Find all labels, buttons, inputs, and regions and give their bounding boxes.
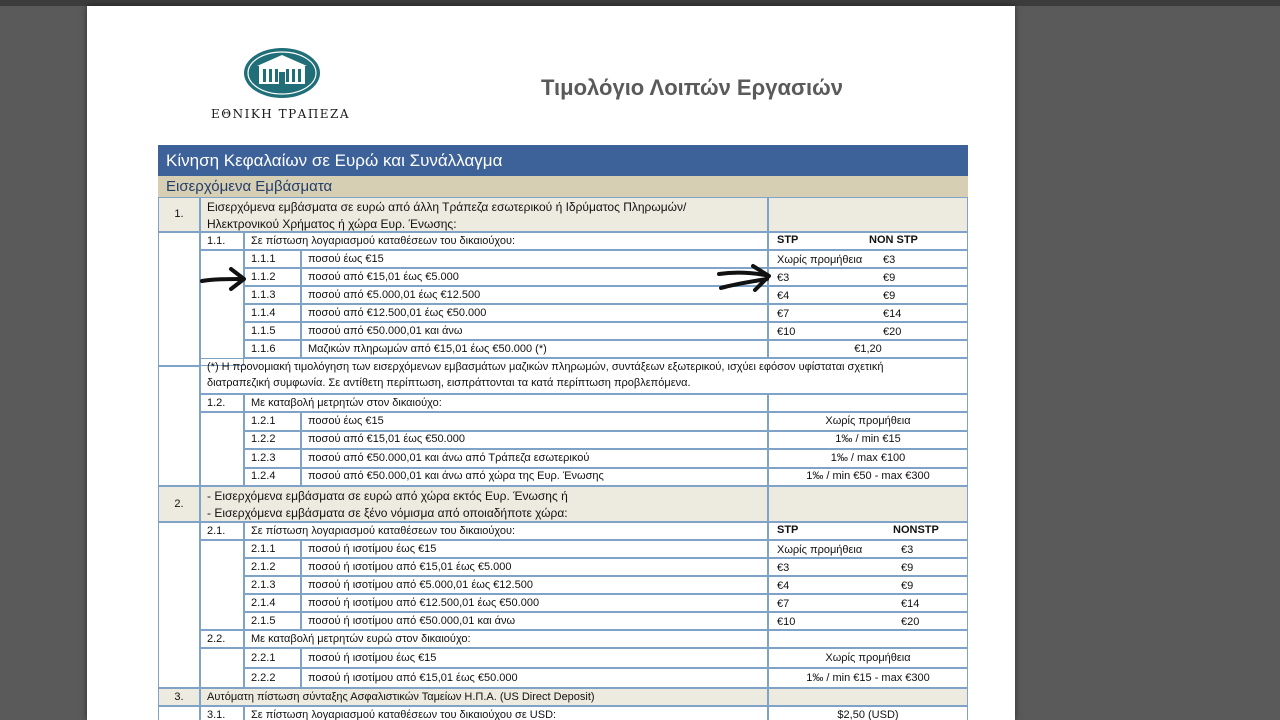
stp-fee: €7 [777, 307, 790, 320]
section-1-number: 1. [158, 197, 200, 232]
subsection-2-1-spacer [200, 540, 244, 630]
stp-fee: €7 [777, 597, 790, 610]
document-page [87, 6, 1015, 720]
row-2-1-5-desc: ποσού ή ισοτίμου από €50.000,01 και άνω [301, 612, 768, 630]
row-2-1-1-number: 2.1.1 [244, 540, 301, 558]
section-1-description [200, 197, 768, 232]
row-2-1-2-desc: ποσού ή ισοτίμου από €15,01 έως €5.000 [301, 558, 768, 576]
stp-header: STP [777, 524, 799, 536]
row-1-1-6-fee: €1,20 [768, 340, 968, 358]
stp-fee: Χωρίς προμήθεια [777, 253, 863, 266]
stp-header: STP [777, 234, 799, 246]
row-2-1-5-fees [768, 612, 968, 630]
row-1-1-3-desc: ποσού από €5.000,01 έως €12.500 [301, 286, 768, 304]
nonstp-fee: €14 [883, 307, 902, 320]
row-1-2-1-number: 1.2.1 [244, 412, 301, 431]
subsection-2-2-label: Με καταβολή μετρητών ευρώ στον δικαιούχο: [244, 630, 768, 648]
section-3-fee [768, 688, 968, 706]
row-2-1-3-fees [768, 576, 968, 594]
row-2-1-1-desc: ποσού ή ισοτίμου έως €15 [301, 540, 768, 558]
row-1-2-3-desc: ποσού από €50.000,01 και άνω από Τράπεζα εσωτερικού [301, 449, 768, 468]
row-1-1-2-fees [768, 268, 968, 286]
row-2-1-4-fees [768, 594, 968, 612]
nonstp-fee: €20 [901, 615, 920, 628]
row-2-1-1-fees [768, 540, 968, 558]
nonstp-fee: €9 [883, 289, 896, 302]
section-3-label: Αυτόματη πίστωση σύνταξης Ασφαλιστικών Ταμείων Η.Π.Α. (US Direct Deposit) [200, 688, 768, 706]
row-1-2-2-number: 1.2.2 [244, 431, 301, 450]
nonstp-fee: €9 [901, 561, 914, 574]
nonstp-fee: €3 [883, 253, 896, 266]
subsection-1-2-spacer [200, 412, 244, 486]
subsection-2-2-number: 2.2. [200, 630, 244, 648]
nonstp-fee: €9 [883, 271, 896, 284]
row-1-2-1-desc: ποσού έως €15 [301, 412, 768, 431]
row-2-1-3-number: 2.1.3 [244, 576, 301, 594]
row-2-1-4-desc: ποσού ή ισοτίμου από €12.500,01 έως €50.000 [301, 594, 768, 612]
nonstp-fee: €20 [883, 325, 902, 338]
section-2-description [200, 486, 768, 522]
row-1-2-4-number: 1.2.4 [244, 468, 301, 487]
nonstp-header: NON STP [869, 234, 918, 246]
row-2-2-1-fee: Χωρίς προμήθεια [768, 648, 968, 668]
row-2-1-5-number: 2.1.5 [244, 612, 301, 630]
row-1-1-4-desc: ποσού από €12.500,01 έως €50.000 [301, 304, 768, 322]
section-2-line-2: - Εισερχόμενα εμβάσματα σε ξένο νόμισμα από οποιαδήποτε χώρα: [207, 506, 568, 520]
section-1-line-1: Εισερχόμενα εμβάσματα σε ευρώ από άλλη Τράπεζα εσωτερικού ή Ιδρύματος Πληρωμών/ [207, 200, 687, 214]
row-2-2-2-number: 2.2.2 [244, 668, 301, 688]
nonstp-fee: €3 [901, 543, 914, 556]
subsection-1-1-label: Σε πίστωση λογαριασμού καταθέσεων του δικαιούχου: [244, 232, 768, 250]
row-1-1-2-desc: ποσού από €15,01 έως €5.000 [301, 268, 768, 286]
row-1-1-3-number: 1.1.3 [244, 286, 301, 304]
row-1-1-5-fees [768, 322, 968, 340]
nonstp-header: NONSTP [893, 524, 939, 536]
row-2-1-2-number: 2.1.2 [244, 558, 301, 576]
row-1-2-1-fee: Χωρίς προμήθεια [768, 412, 968, 431]
section-1-fee [768, 197, 968, 232]
section-1-line-2: Ηλεκτρονικού Χρήματος ή χώρα Ευρ. Ένωσης: [207, 217, 457, 231]
row-2-2-1-desc: ποσού ή ισοτίμου έως €15 [301, 648, 768, 668]
subsection-1-2-number: 1.2. [200, 394, 244, 412]
footnote [200, 358, 968, 394]
subsection-2-1-stp-header [768, 522, 968, 540]
row-2-1-2-fees [768, 558, 968, 576]
row-2-1-4-number: 2.1.4 [244, 594, 301, 612]
section-1-spacer-2 [158, 366, 200, 486]
stp-fee: €10 [777, 615, 796, 628]
subsection-1-2-fee [768, 394, 968, 412]
row-1-1-6-desc: Μαζικών πληρωμών από €15,01 έως €50.000 (*) [301, 340, 768, 358]
subsection-2-2-spacer [200, 648, 244, 688]
stp-fee: €3 [777, 561, 790, 574]
row-1-2-2-fee: 1‰ / min €15 [768, 431, 968, 450]
row-1-1-1-fees [768, 250, 968, 268]
stp-fee: €3 [777, 271, 790, 284]
fee-table [158, 197, 968, 720]
subsection-3-1-number: 3.1. [200, 706, 244, 720]
row-2-1-3-desc: ποσού ή ισοτίμου από €5.000,01 έως €12.500 [301, 576, 768, 594]
row-1-2-2-desc: ποσού από €15,01 έως €50.000 [301, 431, 768, 450]
subsection-2-1-number: 2.1. [200, 522, 244, 540]
nonstp-fee: €14 [901, 597, 920, 610]
subsection-2-1-label: Σε πίστωση λογαριασμού καταθέσεων του δικαιούχου: [244, 522, 768, 540]
row-1-1-1-desc: ποσού έως €15 [301, 250, 768, 268]
section-3-number: 3. [158, 688, 200, 706]
row-1-1-3-fees [768, 286, 968, 304]
row-1-2-3-fee: 1‰ / max €100 [768, 449, 968, 468]
section-3-spacer [158, 706, 200, 720]
annotation-arrow-right-icon [715, 262, 773, 296]
section-2-line-1: - Εισερχόμενα εμβάσματα σε ευρώ από χώρα εκτός Ευρ. Ένωσης ή [207, 489, 568, 503]
row-1-1-1-number: 1.1.1 [244, 250, 301, 268]
subsection-1-1-number: 1.1. [200, 232, 244, 250]
row-2-2-2-desc: ποσού ή ισοτίμου από €15,01 έως €50.000 [301, 668, 768, 688]
section-2-fee [768, 486, 968, 522]
document-title: Τιμολόγιο Λοιπών Εργασιών [541, 75, 843, 100]
section-2-number: 2. [158, 486, 200, 522]
row-1-1-2-number: 1.1.2 [244, 268, 301, 286]
footnote-line-2: διατραπεζική συμφωνία. Σε αντίθετη περίπτωση, εισπράττονται τα κατά περίπτωση προβλεπόμενα. [207, 377, 691, 389]
nonstp-fee: €9 [901, 579, 914, 592]
section-2-spacer [158, 522, 200, 688]
section-subtitle: Εισερχόμενα Εμβάσματα [158, 176, 968, 197]
stp-fee: Χωρίς προμήθεια [777, 543, 863, 556]
stp-fee: €4 [777, 579, 790, 592]
footnote-line-1: (*) Η προνομιακή τιμολόγηση των εισερχόμενων εμβασμάτων μαζικών πληρωμών, συντάξεων εξωτερικού, ισχύει εφόσον υφίσταται σχετική [207, 361, 884, 373]
row-1-1-5-number: 1.1.5 [244, 322, 301, 340]
section-title: Κίνηση Κεφαλαίων σε Ευρώ και Συνάλλαγμα [158, 145, 968, 176]
row-1-1-5-desc: ποσού από €50.000,01 και άνω [301, 322, 768, 340]
stp-fee: €4 [777, 289, 790, 302]
row-2-2-1-number: 2.2.1 [244, 648, 301, 668]
stp-fee: €10 [777, 325, 796, 338]
subsection-1-1-stp-header [768, 232, 968, 250]
annotation-arrow-left-icon [199, 264, 249, 294]
subsection-3-1-label: Σε πίστωση λογαριασμού καταθέσεων του δικαιούχου σε USD: [244, 706, 768, 720]
section-1-spacer [158, 232, 200, 366]
row-2-2-2-fee: 1‰ / min €15 - max €300 [768, 668, 968, 688]
row-1-2-4-desc: ποσού από €50.000,01 και άνω από χώρα της Ευρ. Ένωσης [301, 468, 768, 487]
row-1-1-4-fees [768, 304, 968, 322]
subsection-1-2-label: Με καταβολή μετρητών στον δικαιούχο: [244, 394, 768, 412]
row-1-2-3-number: 1.2.3 [244, 449, 301, 468]
bank-logo-text: ΕΘΝΙΚΗ ΤΡΑΠΕΖΑ [211, 107, 351, 121]
subsection-2-2-fee [768, 630, 968, 648]
row-1-2-4-fee: 1‰ / min €50 - max €300 [768, 468, 968, 487]
row-1-1-4-number: 1.1.4 [244, 304, 301, 322]
subsection-3-1-fee: $2,50 (USD) [768, 706, 968, 720]
row-1-1-6-number: 1.1.6 [244, 340, 301, 358]
